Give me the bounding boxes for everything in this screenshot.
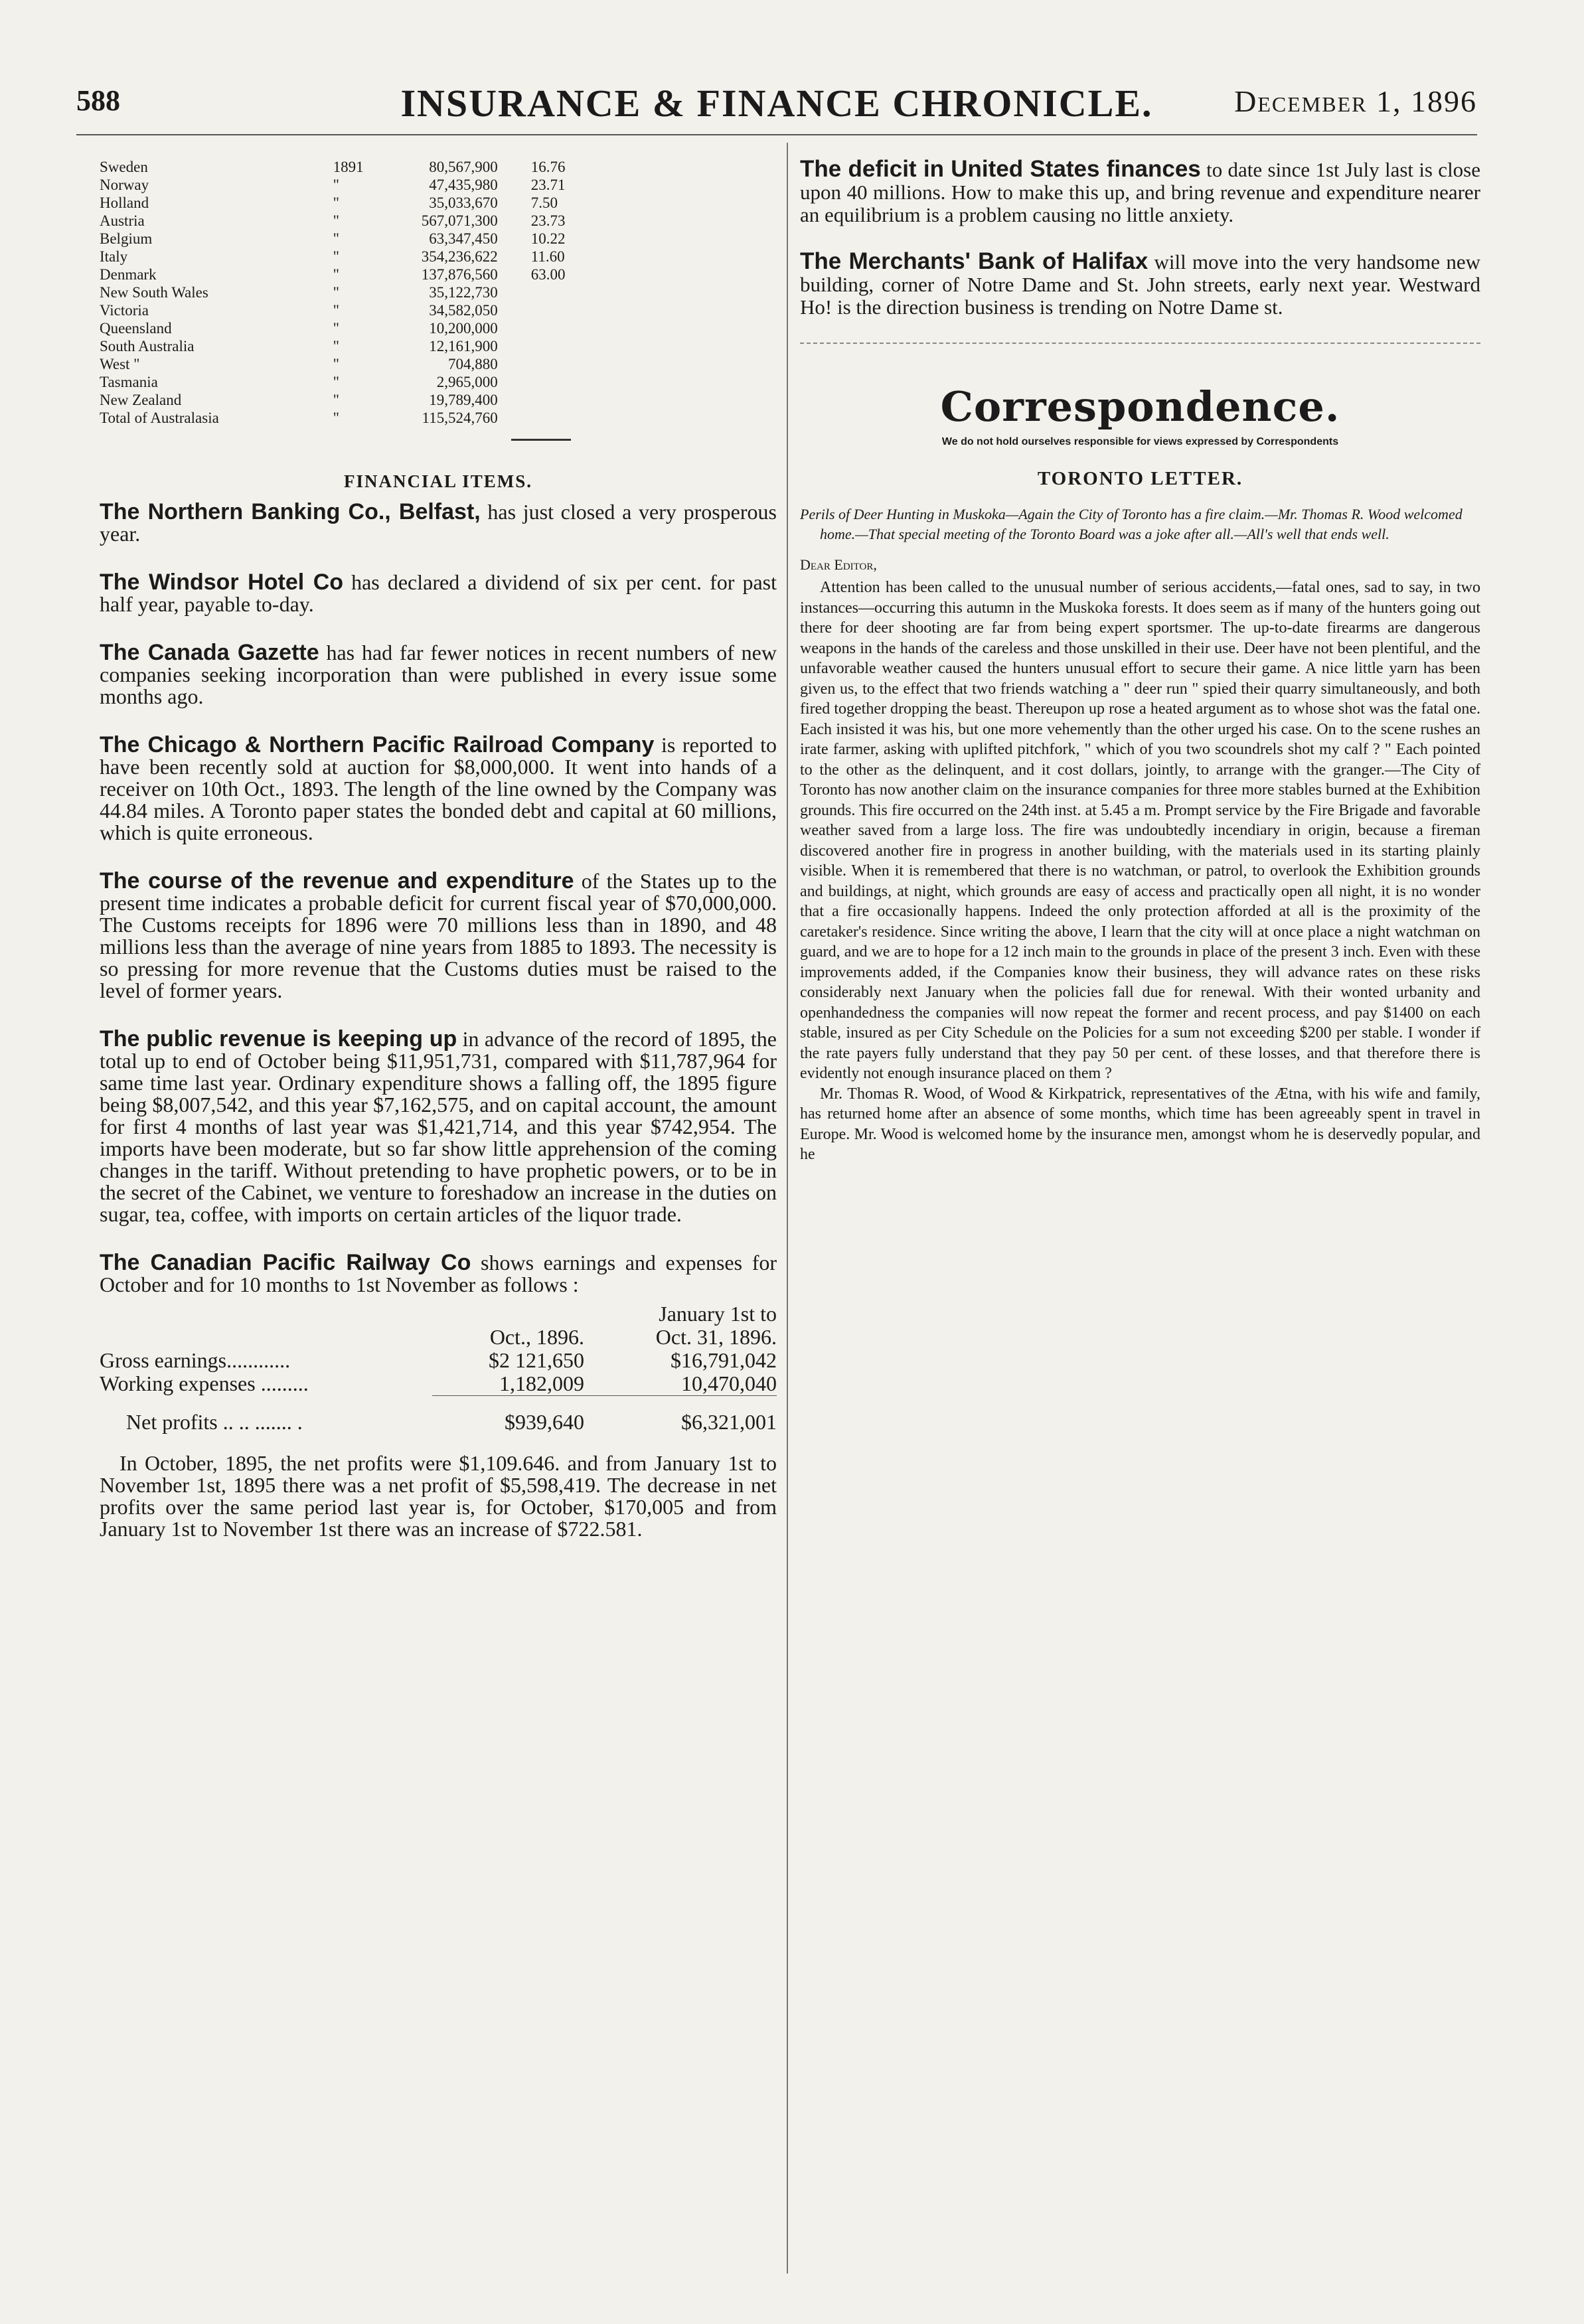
news-item [100,870,777,1002]
left-column [100,158,777,1567]
cell-rate [531,355,591,373]
table-row [100,212,591,230]
cell-country: Norway [100,177,149,193]
journal-title: INSURANCE & FINANCE CHRONICLE. [400,82,1153,125]
cell-year: " [333,410,340,426]
cell-rate: 7.50 [530,194,558,211]
cell-rate: 10.22 [530,230,566,247]
item-lead: The Canada Gazette [100,640,319,665]
item-text: has just closed a very prosperous year. [100,500,777,546]
cell-country: New Zealand [100,392,182,408]
table-row [100,230,591,248]
table-row [100,266,591,283]
cell-country: Queensland [100,320,172,337]
table-row [100,337,591,355]
cell-country: Victoria [100,302,149,319]
cell-country: West " [100,356,140,372]
financial-items-heading: FINANCIAL ITEMS. [343,471,533,491]
col-header-2-line2: Oct. 31, 1896. [655,1325,777,1349]
table-row [100,283,591,301]
news-item [100,734,777,844]
cell-rate: 63.00 [530,266,566,283]
letter-paragraph: Mr. Thomas R. Wood, of Wood & Kirkpatrick, representatives of the Ætna, with his wife and family, has returned home after an absence of some months, which time has been agreeably spent in travel in Europe. Mr. Wood is welcomed home by the insurance men, amongst whom he is deservedly popular, and he [800,1085,1480,1163]
letter-title: TORONTO LETTER. [1037,468,1243,489]
cpr-closing-paragraph: In October, 1895, the net profits were $1,109.646. and from January 1st to November 1st, 1895 there was a net profit of $5,598,419. The decrease in net profits over the same period last year is, for October, $170,005 and from January 1st to November 1st there was an increase of $722.581. [100,1451,777,1541]
table-row [100,319,591,337]
cell-amount: 80,567,900 [429,159,498,175]
row-value-ytd: $16,791,042 [671,1348,777,1372]
item-text: is reported to have been recently sold at auction for $8,000,000. It went into hands of a receiver on 10th Oct., 1893. The length of the line owned by the Company was 44.84 miles. A Toronto paper states the bonded debt and capital at 60 millions, which is quite erroneous. [100,733,777,844]
cpr-item [100,1252,777,1296]
cell-year: " [333,284,340,301]
row-label: Gross earnings............ [100,1348,291,1372]
cell-year: " [333,302,340,319]
letter-salutation: Dear Editor, [800,556,877,573]
table-row [100,373,591,391]
row-value-oct: 1,182,009 [499,1371,585,1395]
cell-year: " [333,320,340,337]
news-item [100,572,777,615]
cell-amount: 63,347,450 [429,230,498,247]
cell-year: " [333,374,340,390]
cell-country: Sweden [100,159,148,175]
item-text: will move into the very handsome new building, corner of Notre Dame and St. John streets, early next year. Westward Ho! is the direction business is trending on Notre Dame st. [800,250,1481,319]
cell-country: Holland [100,194,149,211]
table-end-rule [511,439,571,441]
cell-amount: 47,435,980 [429,177,498,193]
table-row [100,248,591,266]
cell-rate [531,409,591,427]
cell-year: " [333,356,340,372]
letter-paragraph: Attention has been called to the unusual number of serious accidents,—fatal ones, sad to say, in two instances—occurring this autumn in the Muskoka forests. It does seem as if many of the hunters going out there for deer shooting are far from being expert sportsmer. The up-to-date firearms are dangerous weapons in the hands of the careless and those unskilled in their use. Deer have not been plentiful, and the unfavorable weather caused the hunters unusual effort to secure their game. A nice little yarn has been given us, to the effect that two friends watching a " deer run " spied their quarry simultaneously, and both fired together dropping the beast. Thereupon up rose a heated argument as to whose shot was the fatal one. Each insisted it was his, but one more vehemently than the other urged his case. On to the scene rushes an irate farmer, asking with uplifted pitchfork, " which of you two scoundrels shot my calf ? " Each pointed to the other as the delinquent, and it cost dollars, jointly, to arrange with the granger.—The City of Toronto has now another claim on the insurance companies for three more stables burned at the Exhibition grounds. This fire occurred on the 24th inst. at 5.45 a m. Prompt service by the Fire Brigade and favorable weather saved from a large loss. The fire was undoubtedly incendiary in origin, because a fireman discovered another fire in progress in another building, with the materials used in its starting plainly visible. When it is remembered that there is no watchman, or patrol, to overlook the Exhibition grounds and buildings, at night, which grounds are easy of access and practically open all night, it is no wonder that a fire occasionally happens. Indeed the only protection afforded at all is the proximity of the caretaker's residence. Since writing the above, I learn that the city will at once place a night watchman on guard, and we are to hope for a 12 inch main to the grounds in place of the present 3 inch. Even with these improvements added, if the Companies know their business, they will advance rates on these risks considerably next January when the policies fall due for renewal. With their wonted urbanity and openhandedness the companies will now repeat the former and recent process, and pay $1400 on each stable, insured as per City Schedule on the Policies for a sum not exceeding $200 per stable. I wonder if the rate payers fully understand that they pay 50 per cent. of these losses, and that therefore there is evidently not enough insurance placed on them ? [800,579,1480,1082]
row-value-oct: $2 121,650 [489,1348,585,1372]
cell-country: South Australia [100,338,195,354]
item-lead: The Merchants' Bank of Halifax [800,248,1148,274]
table-row [100,355,591,373]
item-text: shows earnings and expenses for October and for 10 months to 1st November as follows : [100,1251,777,1296]
cell-amount: 35,122,730 [429,284,498,301]
cell-amount: 704,880 [447,356,498,372]
cell-year: " [333,338,340,354]
news-item [100,501,777,545]
cell-amount: 354,236,622 [421,248,498,265]
item-text: to date since 1st July last is close upon 40 millions. How to make this up, and bring revenue and expenditure nearer an equilibrium is a problem causing no little anxiety. [800,158,1481,226]
cell-year: " [333,230,340,247]
cell-rate [531,283,591,301]
cell-year: " [333,177,340,193]
cell-rate: 23.73 [530,212,566,229]
col-header-1: Oct., 1896. [489,1325,585,1349]
cell-amount: 12,161,900 [429,338,498,354]
cell-rate [531,337,591,355]
table-row [100,409,591,427]
cell-year: " [333,266,340,283]
cell-amount: 115,524,760 [422,410,498,426]
cell-amount: 35,033,670 [429,194,498,211]
cell-amount: 2,965,000 [436,374,498,390]
cell-rate: 16.76 [530,159,566,175]
column-divider [787,143,788,2274]
cell-rate [531,391,591,409]
cell-rate [531,319,591,337]
item-lead: The Northern Banking Co., Belfast, [100,499,481,524]
financial-items-list [100,501,777,1225]
cell-country: New South Wales [100,284,208,301]
page-header [76,78,1477,138]
news-item [800,158,1480,226]
cell-amount: 10,200,000 [429,320,498,337]
cell-country: Italy [100,248,128,265]
row-value-ytd: $6,321,001 [681,1410,777,1434]
item-text: of the States up to the present time indicates a probable deficit for current fiscal year of $70,000,000. The Customs receipts for 1896 were 70 millions less than in 1890, and 48 millions less than the average of nine years from 1885 to 1893. The necessity is so pressing for more revenue that the Customs duties must be raised to the level of former years. [100,869,777,1002]
cpr-earnings-table [100,1302,777,1434]
item-lead: The deficit in United States finances [800,156,1201,182]
cell-year: " [333,392,340,408]
news-item [100,1028,777,1225]
section-rule [800,343,1480,344]
cell-amount: 19,789,400 [429,392,498,408]
header-rule [76,134,1477,135]
table-row [100,1372,777,1396]
item-text: has declared a dividend of six per cent. for past half year, payable to-day. [100,570,777,616]
row-value-ytd: 10,470,040 [681,1371,777,1395]
table-row [100,194,591,212]
cell-rate [531,301,591,319]
statistics-table [100,158,591,427]
cell-year: " [333,194,340,211]
news-item [100,642,777,708]
cell-amount: 567,071,300 [421,212,498,229]
cell-year: " [333,248,340,265]
cell-amount: 34,582,050 [429,302,498,319]
table-row [100,176,591,194]
correspondence-disclaimer: We do not hold ourselves responsible for views expressed by Correspondents [941,436,1339,447]
table-row [100,1349,777,1372]
item-lead: The public revenue is keeping up [100,1026,457,1051]
item-lead: The Canadian Pacific Railway Co [100,1250,471,1275]
net-profits-row [100,1411,777,1434]
item-text: has had far fewer notices in recent numbers of new companies seeking incorporation than were published in every issue some months ago. [100,641,777,708]
right-column [800,158,1480,1165]
cell-year: 1891 [333,159,364,175]
cell-country: Austria [100,212,145,229]
cell-amount: 137,876,560 [421,266,498,283]
right-items-list [800,158,1480,319]
issue-date: December 1, 1896 [1234,84,1477,118]
table-row [100,391,591,409]
cell-country: Tasmania [100,374,158,390]
item-lead: The Windsor Hotel Co [100,570,344,595]
row-label: Net profits .. .. ....... . [126,1410,303,1434]
item-text: in advance of the record of 1895, the total up to end of October being $11,951,731, compared with $11,787,964 for same time last year. Ordinary expenditure shows a falling off, the 1895 figure being $8,007,542, and this year $7,162,575, and on capital account, the amount for first 4 months of last year was $1,421,714, and this year $742,954. The imports have been moderate, but so far show little apprehension of the coming changes in the tariff. Without pretending to have prophetic powers, or to be in the secret of the Cabinet, we venture to foreshadow an increase in the duties on sugar, tea, coffee, with imports on certain articles of the liquor trade. [100,1027,777,1226]
table-row [100,301,591,319]
cell-rate [531,373,591,391]
correspondence-heading: Correspondence. [940,382,1340,431]
item-lead: The Chicago & Northern Pacific Railroad Company [100,732,655,757]
letter-synopsis: Perils of Deer Hunting in Muskoka—Again the City of Toronto has a fire claim.—Mr. Thomas R. Wood welcomed home.—That special meeting of the Toronto Board was a joke after all.—All's well that ends well. [800,506,1463,542]
cell-rate: 11.60 [530,248,565,265]
row-label: Working expenses ......... [100,1371,309,1396]
col-header-2-line1: January 1st to [659,1302,777,1326]
cell-country: Belgium [100,230,153,247]
cell-country: Denmark [100,266,157,283]
cell-rate: 23.71 [530,177,566,193]
cell-year: " [333,212,340,229]
page-number: 588 [76,84,120,117]
cell-country: Total of Australasia [100,410,219,426]
item-lead: The course of the revenue and expenditure [100,868,574,893]
news-item [800,250,1480,319]
table-row [100,158,591,176]
row-value-oct: $939,640 [505,1410,585,1434]
